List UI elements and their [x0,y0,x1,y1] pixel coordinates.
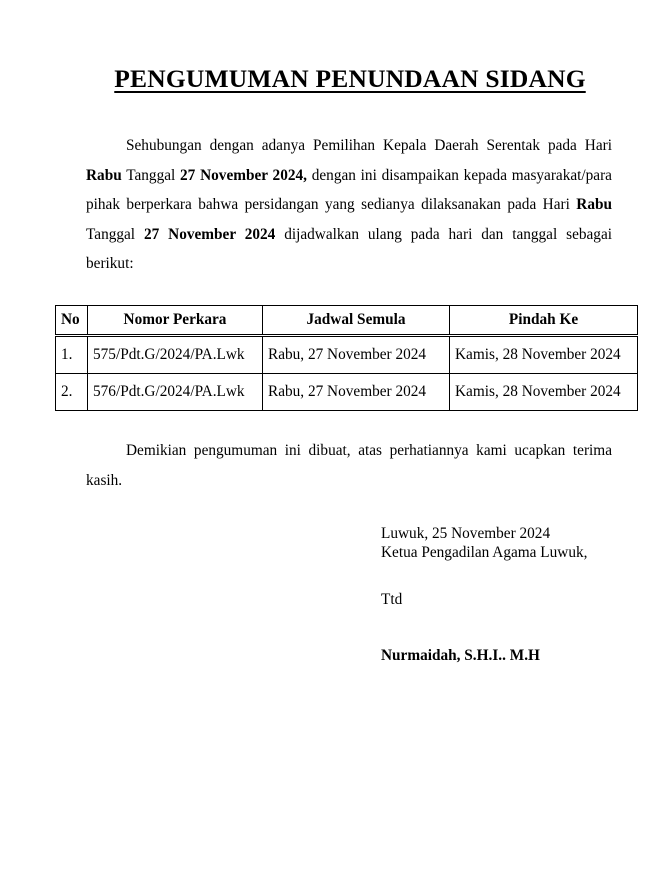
row-original-schedule: Rabu, 27 November 2024 [263,336,450,374]
schedule-table [55,305,638,411]
row-moved-to: Kamis, 28 November 2024 [450,374,638,411]
row-no: 1. [56,336,88,374]
table-row [56,336,638,374]
intro-text-4: Tanggal [86,225,144,243]
document-title: PENGUMUMAN PENUNDAAN SIDANG [114,64,586,93]
signature-ttd: Ttd [381,591,403,608]
intro-date-1: 27 November 2024, [180,166,307,184]
row-no: 2. [56,374,88,411]
intro-text-3: dengan ini disampaikan kepada masyarakat/para pihak berperkara bahwa persidangan yang sedianya dilaksanakan pada Hari [86,166,612,213]
intro-date-2: 27 November 2024 [143,225,276,243]
row-case-number: 576/Pdt.G/2024/PA.Lwk [88,374,263,411]
header-original-schedule: Jadwal Semula [263,306,450,336]
table-header-row [56,306,638,336]
row-original-schedule: Rabu, 27 November 2024 [263,374,450,411]
intro-day-2: Rabu [576,196,612,213]
intro-text-5: dijadwalkan ulang pada hari dan tanggal sebagai berikut: [86,225,612,272]
header-no: No [56,306,88,336]
intro-paragraph [86,131,612,279]
intro-day-1: Rabu [86,166,122,184]
row-moved-to: Kamis, 28 November 2024 [450,336,638,374]
header-moved-to: Pindah Ke [450,306,638,336]
signature-date: Luwuk, 25 November 2024 [381,525,551,542]
signature-name: Nurmaidah, S.H.I.. M.H [381,647,540,664]
closing-paragraph: Demikian pengumuman ini dibuat, atas perhatiannya kami ucapkan terima kasih. [86,442,612,489]
intro-text-1: Sehubungan dengan adanya Pemilihan Kepala Daerah Serentak pada Hari [126,137,612,154]
signature-office: Ketua Pengadilan Agama Luwuk, [381,544,588,561]
row-case-number: 575/Pdt.G/2024/PA.Lwk [88,336,263,374]
intro-text-2: Tanggal [121,166,181,184]
header-case-number: Nomor Perkara [88,306,263,336]
table-row [56,374,638,411]
